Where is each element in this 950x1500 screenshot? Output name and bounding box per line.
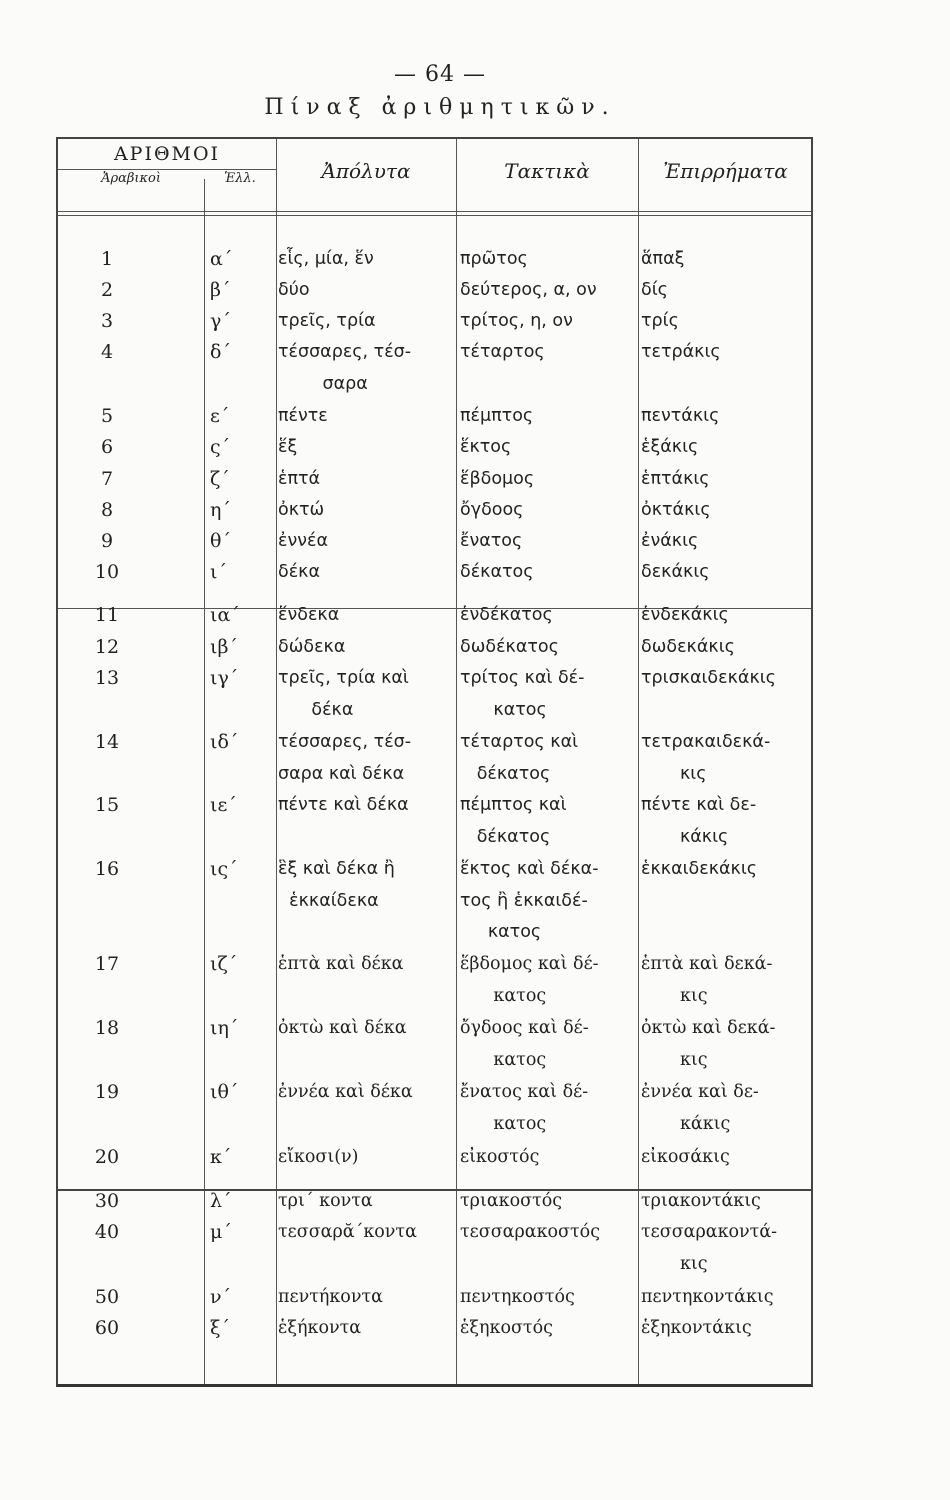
greek-cell: η΄: [210, 499, 231, 521]
greek-cell: ιδ΄: [210, 731, 239, 753]
ordinal-cell: δέκατος: [460, 562, 534, 582]
ordinal-cell: τέταρτος: [460, 342, 545, 362]
greek-cell: ιθ΄: [210, 1081, 239, 1103]
arabic-cell: 60: [94, 1317, 120, 1339]
adverb-cell: ἑνδεκάκις: [641, 605, 729, 625]
cardinal-cell: εἷς, μία, ἕν: [278, 249, 374, 269]
cardinal-cell: ὀκτώ: [278, 500, 325, 520]
adverb-cell: δίς: [641, 280, 668, 300]
arabic-cell: 50: [94, 1286, 120, 1308]
cardinal-cell: ἑπτὰ καὶ δέκα: [278, 954, 404, 974]
adverb-cell: πεντηκοντάκις: [641, 1287, 774, 1307]
cardinal-cell: ἐννέα: [278, 531, 329, 551]
greek-cell: δ΄: [210, 341, 231, 363]
ordinal-cell: ἕβδομος καὶ δέ- κατος: [460, 954, 599, 1006]
rule-under-header-2: [58, 215, 811, 216]
greek-cell: β΄: [210, 279, 231, 301]
adverb-cell: τεσσαρακοντά- κις: [641, 1222, 778, 1274]
rule-cardinal-ordinal: [456, 139, 457, 1384]
cardinal-cell: τεσσαρᾰ΄κοντα: [278, 1222, 417, 1242]
cardinal-cell: δύο: [278, 280, 310, 300]
header-ordinal: Τακτικὰ: [504, 159, 590, 183]
cardinal-cell: τρεῖς, τρία καὶ δέκα: [278, 668, 409, 720]
adverb-cell: ἐννέα καὶ δε- κάκις: [641, 1082, 759, 1134]
cardinal-cell: ἐννέα καὶ δέκα: [278, 1082, 413, 1102]
rule-greek-cardinal: [276, 139, 277, 1384]
arabic-cell: 15: [94, 794, 120, 816]
ordinal-cell: ἑξηκοστός: [460, 1318, 553, 1338]
arabic-cell: 4: [100, 341, 114, 363]
cardinal-cell: δέκα: [278, 562, 321, 582]
rule-ordinal-adverbs: [638, 139, 639, 1384]
adverb-cell: ἅπαξ: [641, 249, 685, 269]
cardinal-cell: εἴκοσι(ν): [278, 1147, 359, 1167]
ordinal-cell: ἕκτος: [460, 437, 512, 457]
adverb-cell: δεκάκις: [641, 562, 710, 582]
arabic-cell: 20: [94, 1146, 120, 1168]
page-title: Πίναξ ἀριθμητικῶν.: [264, 95, 616, 120]
arabic-cell: 9: [100, 530, 114, 552]
cardinal-cell: ὀκτὼ καὶ δέκα: [278, 1018, 407, 1038]
arabic-cell: 10: [94, 561, 120, 583]
cardinal-cell: τρι΄ κοντα: [278, 1191, 373, 1211]
arabic-cell: 5: [100, 405, 114, 427]
arabic-cell: 1: [100, 248, 114, 270]
arabic-cell: 7: [100, 468, 114, 490]
greek-cell: ιη΄: [210, 1017, 239, 1039]
adverb-cell: ὀκτὼ καὶ δεκά- κις: [641, 1018, 776, 1070]
arabic-cell: 8: [100, 499, 114, 521]
header-adverbs: Ἐπιρρήματα: [663, 159, 788, 183]
adverb-cell: τετρακαιδεκά- κις: [641, 732, 771, 784]
greek-cell: ιζ΄: [210, 953, 238, 975]
header-greek: Ἑλλ.: [224, 171, 256, 186]
cardinal-cell: τέσσαρες, τέσ- σαρα καὶ δέκα: [278, 732, 412, 784]
greek-cell: ι΄: [210, 561, 227, 583]
adverb-cell: ἑπτάκις: [641, 469, 710, 489]
cardinal-cell: τρεῖς, τρία: [278, 311, 376, 331]
adverb-cell: τριακοντάκις: [641, 1191, 761, 1211]
arabic-cell: 2: [100, 279, 114, 301]
header-numbers-group: ΑΡΙΘΜΟΙ: [113, 143, 221, 165]
ordinal-cell: ἑνδέκατος: [460, 605, 553, 625]
cardinal-cell: ἑξήκοντα: [278, 1318, 362, 1338]
greek-cell: ν΄: [210, 1286, 232, 1308]
adverb-cell: εἰκοσάκις: [641, 1147, 730, 1167]
arabic-cell: 12: [94, 636, 120, 658]
greek-cell: ιγ΄: [210, 667, 239, 689]
ordinal-cell: ἔνατος καὶ δέ- κατος: [460, 1082, 589, 1134]
cardinal-cell: πέντε καὶ δέκα: [278, 795, 409, 815]
greek-cell: α΄: [210, 248, 233, 270]
ordinal-cell: δεύτερος, α, ον: [460, 280, 597, 300]
ordinal-cell: ὄγδοος: [460, 500, 524, 520]
arabic-cell: 19: [94, 1081, 120, 1103]
ordinal-cell: δωδέκατος: [460, 637, 559, 657]
greek-cell: θ΄: [210, 530, 231, 552]
adverb-cell: τετράκις: [641, 342, 721, 362]
ordinal-cell: πέμπτος: [460, 406, 534, 426]
greek-cell: ιε΄: [210, 794, 237, 816]
ordinal-cell: τεσσαρακοστός: [460, 1222, 600, 1242]
greek-cell: ιβ΄: [210, 636, 238, 658]
greek-cell: γ΄: [210, 310, 231, 332]
adverb-cell: πεντάκις: [641, 406, 720, 426]
rule-arabic-greek: [204, 179, 205, 1384]
adverb-cell: πέντε καὶ δε- κάκις: [641, 795, 757, 847]
arabic-cell: 17: [94, 953, 120, 975]
header-cardinal: Ἀπόλυτα: [321, 159, 411, 183]
rule-under-header-1: [58, 211, 811, 212]
adverb-cell: ἑκκαιδεκάκις: [641, 859, 758, 879]
adverb-cell: ἑπτὰ καὶ δεκά- κις: [641, 954, 773, 1006]
ordinal-cell: πρῶτος: [460, 249, 528, 269]
cardinal-cell: ἕξ: [278, 437, 298, 457]
arabic-cell: 14: [94, 731, 120, 753]
cardinal-cell: ἓξ καὶ δέκα ἢ ἑκκαίδεκα: [278, 859, 395, 911]
cardinal-cell: ἕνδεκα: [278, 605, 340, 625]
cardinal-cell: ἑπτά: [278, 469, 321, 489]
cardinal-cell: πεντήκοντα: [278, 1287, 383, 1307]
cardinal-cell: πέντε: [278, 406, 328, 426]
greek-cell: κ΄: [210, 1146, 232, 1168]
greek-cell: ια΄: [210, 604, 240, 626]
ordinal-cell: τρίτος, η, ον: [460, 311, 573, 331]
rule-under-group-header: [58, 169, 276, 170]
greek-cell: ζ΄: [210, 468, 230, 490]
greek-cell: ις΄: [210, 858, 238, 880]
adverb-cell: δωδεκάκις: [641, 637, 735, 657]
arabic-cell: 18: [94, 1017, 120, 1039]
adverb-cell: ἑξηκοντάκις: [641, 1318, 752, 1338]
arabic-cell: 16: [94, 858, 120, 880]
adverb-cell: ἐνάκις: [641, 531, 699, 551]
greek-cell: ξ΄: [210, 1317, 230, 1339]
page-number: — 64 —: [394, 62, 486, 87]
ordinal-cell: πέμπτος καὶ δέκατος: [460, 795, 567, 847]
greek-cell: ε΄: [210, 405, 230, 427]
arabic-cell: 30: [94, 1190, 120, 1212]
ordinal-cell: τρίτος καὶ δέ- κατος: [460, 668, 585, 720]
ordinal-cell: ἕκτος καὶ δέκα- τος ἢ ἑκκαιδέ- κατος: [460, 859, 599, 942]
adverb-cell: τρίς: [641, 311, 679, 331]
greek-cell: λ΄: [210, 1190, 232, 1212]
adverb-cell: ὀκτάκις: [641, 500, 711, 520]
ordinal-cell: ἕβδομος: [460, 469, 535, 489]
ordinal-cell: ἔνατος: [460, 531, 523, 551]
arabic-cell: 11: [94, 604, 120, 626]
greek-cell: ς΄: [210, 436, 231, 458]
adverb-cell: ἑξάκις: [641, 437, 699, 457]
header-arabic: Ἀραβικοὶ: [101, 171, 161, 186]
arabic-cell: 13: [94, 667, 120, 689]
greek-cell: μ΄: [210, 1221, 232, 1243]
arabic-cell: 6: [100, 436, 114, 458]
ordinal-cell: πεντηκοστός: [460, 1287, 575, 1307]
arabic-cell: 40: [94, 1221, 120, 1243]
numerals-table: [56, 137, 813, 1387]
cardinal-cell: δώδεκα: [278, 637, 346, 657]
cardinal-cell: τέσσαρες, τέσ- σαρα: [278, 342, 412, 394]
ordinal-cell: τέταρτος καὶ δέκατος: [460, 732, 579, 784]
arabic-cell: 3: [100, 310, 114, 332]
ordinal-cell: τριακοστός: [460, 1191, 563, 1211]
ordinal-cell: εἰκοστός: [460, 1147, 540, 1167]
ordinal-cell: ὄγδοος καὶ δέ- κατος: [460, 1018, 589, 1070]
adverb-cell: τρισκαιδεκάκις: [641, 668, 776, 688]
